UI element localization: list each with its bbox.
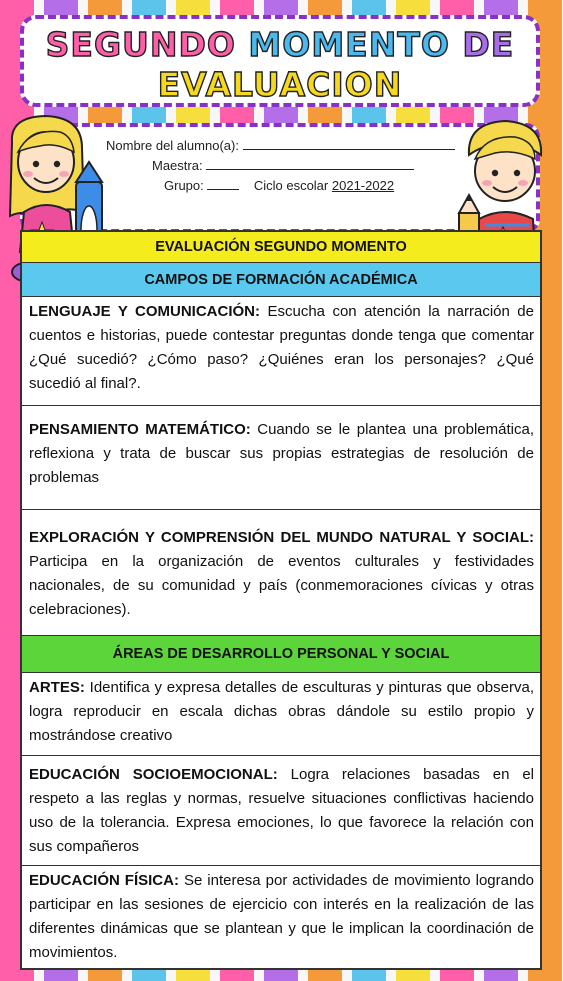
row-text: Escucha con atención la narración de cuentos e historias, puede contestar preguntas donde tenga que comentar ¿Qué sucedió? ¿Cómo paso? ¿Quiénes eran los personajes? ¿Qué sucedió al final?.: [29, 303, 534, 392]
row-text: Logra relaciones basadas en el respeto a las reglas y normas, resuelve situaciones conflictivas haciendo uso de la tolerancia. Expresa emociones, lo que favorece la relación con sus compañeros: [29, 766, 535, 855]
title-word: SEGUNDO: [45, 25, 236, 64]
row-socioemocional: [22, 756, 540, 866]
evaluation-table: [20, 230, 542, 970]
title-line-2: EVALUACION: [157, 65, 403, 104]
main-header: EVALUACIÓN SEGUNDO MOMENTO: [22, 232, 540, 263]
row-label: ARTES:: [29, 679, 85, 696]
row-text: Cuando se le plantea una problemática, reflexiona y trata de buscar sus propias estrategias de resolución de problemas: [29, 421, 534, 486]
row-text: Participa en la organización de eventos culturales y festividades nacionales, de su comunidad y país (conmemoraciones cívicas y otras celebraciones).: [29, 553, 534, 618]
student-name-row: [106, 137, 455, 153]
cycle-value: 2021-2022: [331, 178, 395, 193]
group-label: Grupo:: [164, 178, 204, 193]
teacher-field[interactable]: [206, 157, 414, 170]
section2-header: ÁREAS DE DESARROLLO PERSONAL Y SOCIAL: [22, 636, 540, 673]
title-banner: [20, 15, 540, 107]
row-label: EXPLORACIÓN Y COMPRENSIÓN DEL MUNDO NATURAL Y SOCIAL:: [29, 529, 534, 546]
row-pensamiento: [22, 406, 540, 510]
student-name-field[interactable]: [243, 137, 455, 150]
row-text: Identifica y expresa detalles de esculturas y pinturas que observa, logra reproducir en escala dichas obras dándole su estilo propio y mostrándose creativo: [29, 679, 534, 744]
row-educacion-fisica: [22, 866, 540, 970]
teacher-label: Maestra:: [152, 158, 203, 173]
cycle-label: Ciclo escolar: [253, 178, 329, 193]
title-word: MOMENTO: [248, 25, 450, 64]
group-field[interactable]: [207, 177, 239, 190]
row-label: EDUCACIÓN SOCIOEMOCIONAL:: [29, 766, 278, 783]
row-lenguaje: [22, 297, 540, 406]
teacher-row: [152, 157, 414, 173]
title-word: DE: [462, 25, 515, 64]
title-line-1: [24, 25, 536, 65]
row-label: EDUCACIÓN FÍSICA:: [29, 872, 179, 889]
student-name-label: Nombre del alumno(a):: [106, 138, 239, 153]
row-text: Se interesa por actividades de movimiento logrando participar en las sesiones de ejercicio con interés en la realización de las diferentes dinámicas que se plantean y que le implican la coordinación de movimientos.: [29, 872, 535, 961]
row-exploracion: [22, 510, 540, 636]
row-label: LENGUAJE Y COMUNICACIÓN:: [29, 303, 261, 320]
group-row: [164, 177, 394, 193]
section1-header: CAMPOS DE FORMACIÓN ACADÉMICA: [22, 263, 540, 297]
row-label: PENSAMIENTO MATEMÁTICO:: [29, 421, 251, 438]
row-artes: [22, 673, 540, 756]
